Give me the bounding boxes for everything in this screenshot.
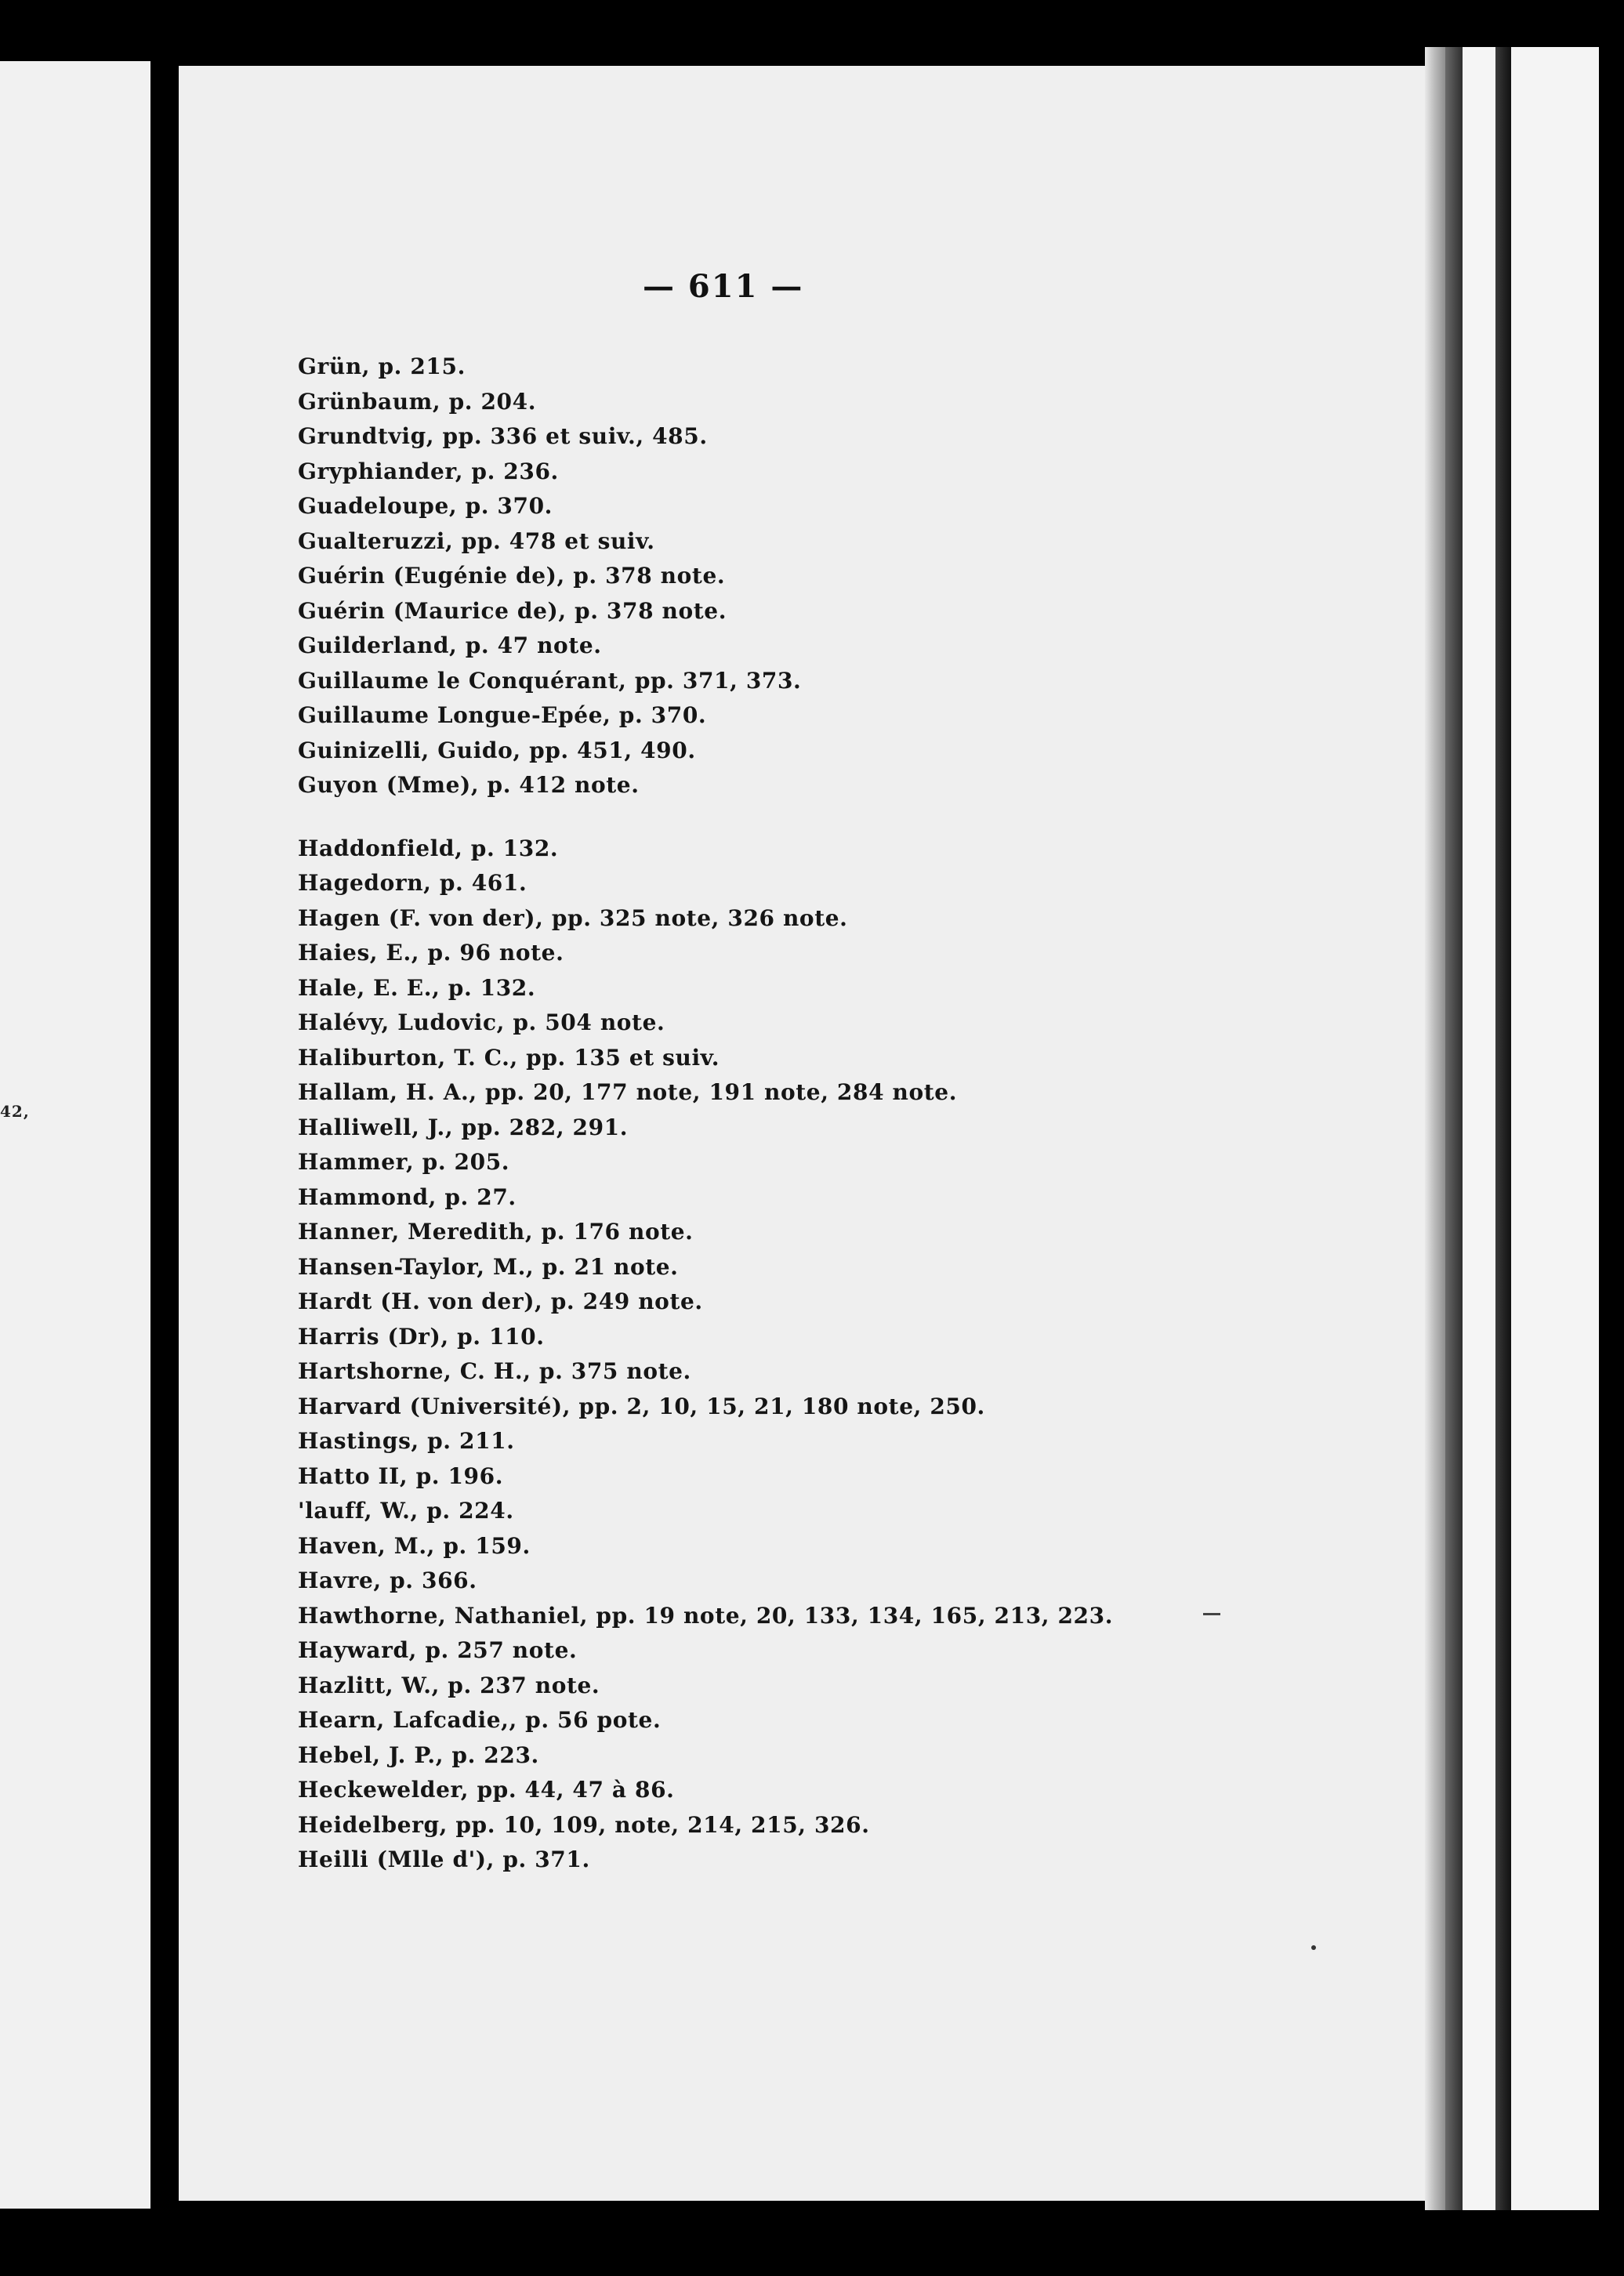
index-entry: Haddonfield, p. 132. <box>298 835 559 861</box>
left-page <box>0 61 150 2209</box>
index-entry: Guérin (Eugénie de), p. 378 note. <box>298 563 726 589</box>
index-entry: Haies, E., p. 96 note. <box>298 940 564 966</box>
index-entry: Hastings, p. 211. <box>298 1428 515 1454</box>
index-entry: Hallam, H. A., pp. 20, 177 note, 191 note, 284 note. <box>298 1079 958 1105</box>
section-gap <box>298 803 1426 832</box>
index-entry: Guérin (Maurice de), p. 378 note. <box>298 597 727 624</box>
index-entry: Grün, p. 215. <box>298 353 466 379</box>
index-entry: Havre, p. 366. <box>298 1567 477 1593</box>
index-entry: Halliwell, J., pp. 282, 291. <box>298 1114 629 1140</box>
index-entry: Guilderland, p. 47 note. <box>298 632 602 658</box>
index-entry: Hayward, p. 257 note. <box>298 1637 578 1663</box>
index-entry: Gualteruzzi, pp. 478 et suiv. <box>298 527 655 554</box>
index-entries <box>298 350 1426 1878</box>
index-entry: Haliburton, T. C., pp. 135 et suiv. <box>298 1044 720 1071</box>
index-entry: Hale, E. E., p. 132. <box>298 974 536 1001</box>
index-entry: Hanner, Meredith, p. 176 note. <box>298 1219 694 1245</box>
index-entry: Hansen-Taylor, M., p. 21 note. <box>298 1253 679 1280</box>
index-entry: Halévy, Ludovic, p. 504 note. <box>298 1009 665 1035</box>
index-entry: Guillaume le Conquérant, pp. 371, 373. <box>298 667 802 694</box>
stray-dot-mark <box>1311 1945 1316 1950</box>
stray-dash-mark <box>1203 1613 1220 1615</box>
page-number: — 611 — <box>643 268 804 305</box>
index-entry: Hebel, J. P., p. 223. <box>298 1741 539 1768</box>
index-entry: Harvard (Université), pp. 2, 10, 15, 21, 180 note, 250. <box>298 1393 985 1419</box>
index-entry: Guyon (Mme), p. 412 note. <box>298 772 640 798</box>
page-edge-shadow <box>1425 47 1445 2210</box>
left-page-fragment: 42, <box>0 1102 30 1121</box>
page-edge-outer <box>1511 47 1599 2210</box>
index-entry: Heidelberg, pp. 10, 109, note, 214, 215, 326. <box>298 1811 870 1838</box>
index-entry: Hawthorne, Nathaniel, pp. 19 note, 20, 133, 134, 165, 213, 223. <box>298 1602 1114 1629</box>
index-entry: Hazlitt, W., p. 237 note. <box>298 1672 600 1698</box>
page-edge-dark <box>1445 47 1463 2210</box>
index-entry: Hammer, p. 205. <box>298 1149 510 1175</box>
index-entry: Grünbaum, p. 204. <box>298 388 537 415</box>
index-entry: Haven, M., p. 159. <box>298 1532 531 1559</box>
index-entry: Grundtvig, pp. 336 et suiv., 485. <box>298 423 708 449</box>
index-entry: Hartshorne, C. H., p. 375 note. <box>298 1358 691 1384</box>
index-entry: Hardt (H. von der), p. 249 note. <box>298 1288 703 1314</box>
index-entry: Heckewelder, pp. 44, 47 à 86. <box>298 1777 675 1803</box>
index-entry: Guillaume Longue-Epée, p. 370. <box>298 702 707 728</box>
index-entry: Guinizelli, Guido, pp. 451, 490. <box>298 737 696 763</box>
index-entry: Hagen (F. von der), pp. 325 note, 326 note. <box>298 904 848 931</box>
index-entry: Hammond, p. 27. <box>298 1183 517 1210</box>
index-entry: Hagedorn, p. 461. <box>298 870 527 896</box>
index-entry: Harris (Dr), p. 110. <box>298 1323 545 1350</box>
page-edge-line <box>1495 47 1511 2210</box>
index-entry: Heilli (Mlle d'), p. 371. <box>298 1847 590 1872</box>
index-entry: Gryphiander, p. 236. <box>298 458 559 484</box>
page-edge-light <box>1463 47 1495 2210</box>
index-entry: Guadeloupe, p. 370. <box>298 493 553 519</box>
index-entry: Hatto II, p. 196. <box>298 1462 504 1489</box>
index-entry: 'lauff, W., p. 224. <box>298 1498 514 1524</box>
index-entry: Hearn, Lafcadie,, p. 56 pote. <box>298 1707 662 1733</box>
